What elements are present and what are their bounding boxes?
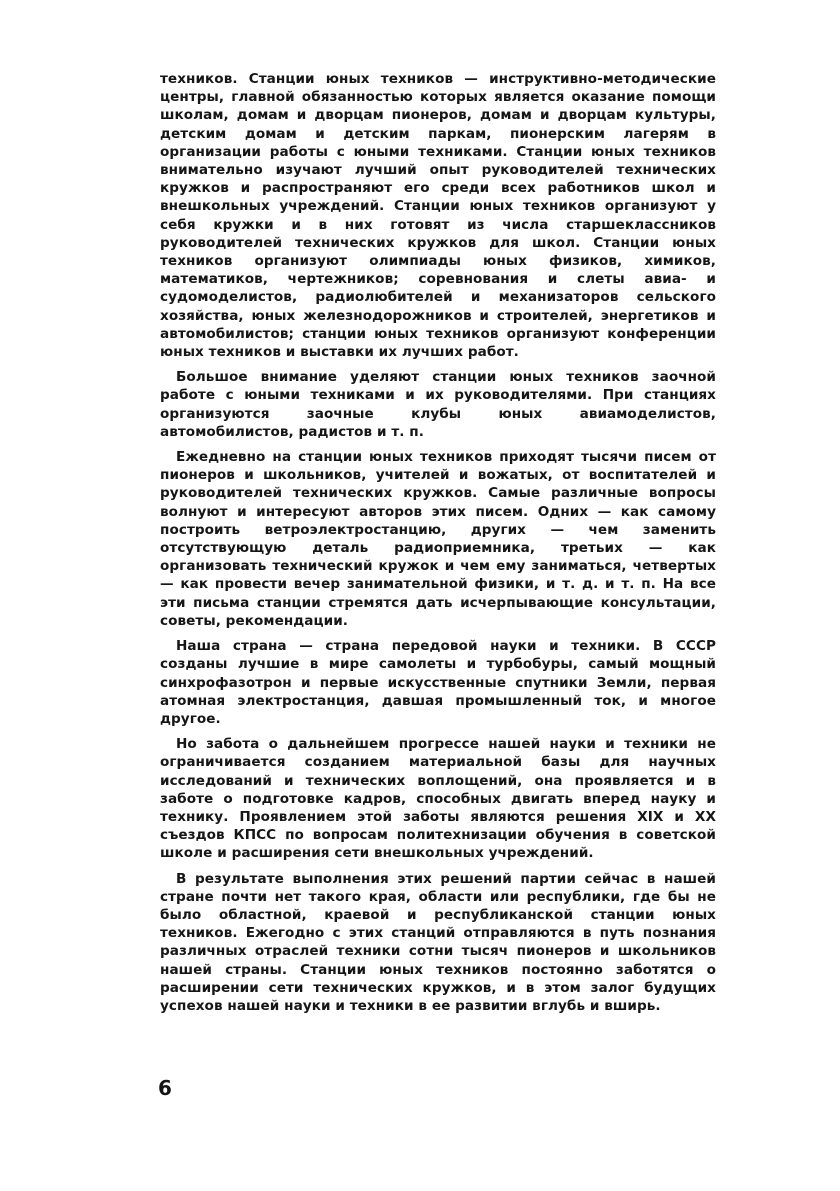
paragraph-2: Большое внимание уделяют станции юных техников заочной работе с юными техниками и их руководителями. При станциях организуются заочные клубы юных авиамоделистов, автомобилистов, радистов и т. п.	[160, 369, 716, 440]
body-text	[160, 70, 716, 1022]
paragraph-6: В результате выполнения этих решений партии сейчас в нашей стране почти нет такого края, области или республики, где бы не было областной, краевой и республиканской станции юных техников. Ежегодно с этих станций отправляются в путь познания различных отраслей техники сотни тысяч пионеров и школьников нашей страны. Станции юных техников постоянно заботятся о расширении сети технических кружков, и в этом залог будущих успехов нашей науки и техники в ее развитии вглубь и вширь.	[160, 870, 716, 1014]
paragraph-4: Наша страна — страна передовой науки и техники. В СССР созданы лучшие в мире самолеты и турбобуры, самый мощный синхрофазотрон и первые искусственные спутники Земли, первая атомная электростанция, давшая промышленный ток, и многое другое.	[160, 638, 716, 727]
paragraph-5: Но забота о дальнейшем прогрессе нашей науки и техники не ограничивается созданием материальной базы для научных исследований и технических воплощений, она проявляется и в заботе о подготовке кадров, способных двигать вперед науку и технику. Проявлением этой заботы являются решения XIX и XX съездов КПСС по вопросам политехнизации обучения в советской школе и расширения сети внешкольных учреждений.	[160, 736, 716, 862]
paragraph-3: Ежедневно на станции юных техников приходят тысячи писем от пионеров и школьников, учителей и вожатых, от воспитателей и руководителей технических кружков. Самые различные вопросы волнуют и интересуют авторов этих писем. Одних — как самому построить ветроэлектростанцию, других — чем заменить отсутствующую деталь радиоприемника, третьих — как организовать технический кружок и чем ему заниматься, четвертых — как провести вечер занимательной физики, и т. д. и т. п. На все эти письма станции стремятся дать исчерпывающие консультации, советы, рекомендации.	[160, 449, 716, 629]
paragraph-1: техников. Станции юных техников — инструктивно-методические центры, главной обязанностью которых является оказание помощи школам, домам и дворцам пионеров, домам и дворцам культуры, детским домам и детским паркам, пионерским лагерям в организации работы с юными техниками. Станции юных техников внимательно изучают лучший опыт руководителей технических кружков и распространяют его среди всех работников школ и внешкольных учреждений. Станции юных техников организуют у себя кружки и в них готовят из числа старшеклассников руководителей технических кружков для школ. Станции юных техников организуют олимпиады юных физиков, химиков, математиков, чертежников; соревнования и слеты авиа- и судомоделистов, радиолюбителей и механизаторов сельского хозяйства, юных железнодорожников и строителей, энергетиков и автомобилистов; станции юных техников организуют конференции юных техников и выставки их лучших работ.	[160, 71, 716, 361]
page-number: 6	[158, 1076, 172, 1100]
